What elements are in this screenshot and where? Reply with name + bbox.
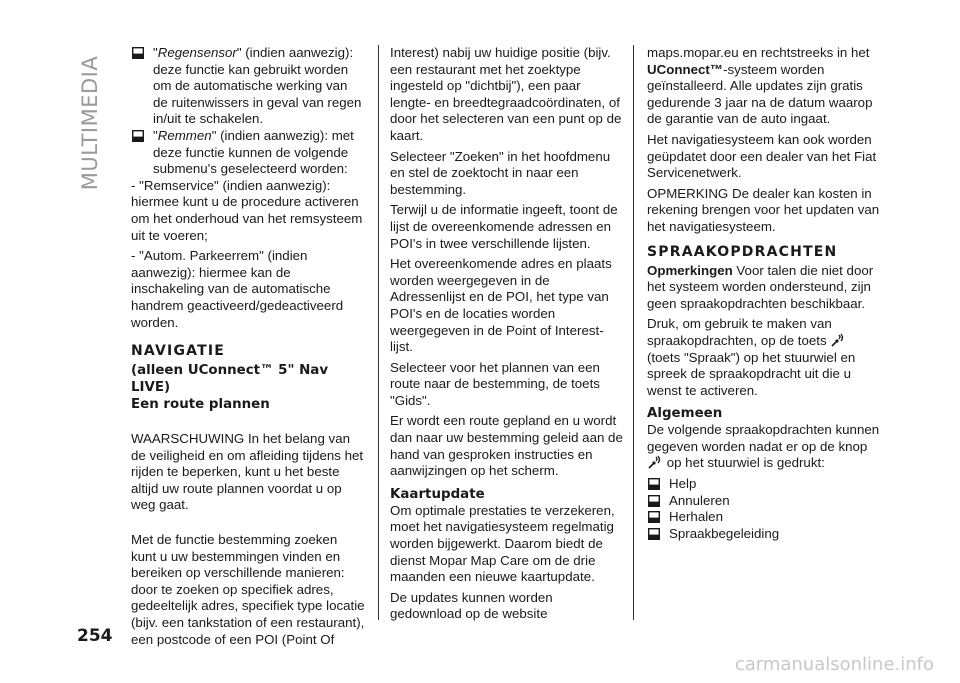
paragraph: [647, 45, 881, 128]
term-regensensor: Regensensor: [157, 45, 237, 60]
bullet-box-icon: [648, 511, 660, 523]
warning-paragraph: WAARSCHUWING In het belang van de veiligheid en om afleiding tijdens het rijden te beperken, kunt u het beste altijd uw route plannen voordat u op weg gaat.: [131, 431, 364, 513]
paragraph: Selecteer "Zoeken" in het hoofdmenu en stel de zoektocht in naar een bestemming.: [390, 148, 611, 197]
kaartupdate-heading: Kaartupdate: [390, 486, 485, 502]
paragraph: [647, 422, 881, 472]
command-item: [647, 509, 881, 526]
command-label: Annuleren: [669, 492, 730, 508]
column-2: [390, 45, 624, 627]
note-paragraph: [647, 263, 881, 313]
search-paragraph: Met de functie bestemming zoeken kunt u uw bestemmingen vinden en bereiken op verschillende manieren: door te zoeken op specifiek adres, gedeeltelijk adres, specifiek type locatie (bijv. een tankstation of een restaurant), een postcode of een POI (Point Of: [131, 532, 365, 647]
paragraph: De updates kunnen worden gedownload op de website: [390, 589, 553, 622]
navigatie-heading: NAVIGATIE: [131, 343, 226, 360]
quote-mark: ": [153, 45, 158, 60]
command-item: [647, 493, 881, 510]
regensensor-text: " (indien aanwezig): deze functie kan gebruikt worden om de automatische werking van de ruitenwissers in geval van regen in/uit te schakelen.: [153, 45, 362, 127]
bullet-box-icon: [132, 130, 144, 142]
route-plannen-heading: Een route plannen: [131, 397, 270, 413]
bullet-box-icon: [648, 495, 660, 507]
command-label: Spraakbegeleiding: [669, 525, 780, 541]
term-remmen: Remmen: [157, 127, 212, 143]
quote-mark: ": [153, 127, 158, 143]
text-span: op het stuurwiel is gedrukt:: [663, 455, 825, 471]
text-span: (toets "Spraak") op het stuurwiel en spreek de spraakopdracht uit die u wenst te activeren.: [647, 349, 856, 398]
paragraph: Het navigatiesysteem kan ook worden geüpdatet door een dealer van het Fiat Servicenetwerk.: [647, 131, 877, 181]
paragraph: [647, 316, 881, 399]
text-span: De volgende spraakopdrachten kunnen gegeven worden nadat er op de knop: [647, 422, 880, 454]
column-3: [647, 45, 881, 542]
paragraph: Om optimale prestaties te verzekeren, moet het navigatiesysteem regelmatig worden bijgewerkt. Daarom biedt de dienst Mopar Map Care om de drie maanden een nieuwe kaartupdate.: [390, 502, 615, 585]
section-title: MULTIMEDIA: [78, 55, 102, 191]
paragraph: Selecteer voor het plannen van een route naar de bestemming, de toets "Gids".: [390, 359, 600, 408]
text-span: Voor talen die niet door het systeem worden ondersteund, zijn geen spraakopdrachten beschikbaar.: [647, 262, 874, 311]
command-item: [647, 526, 881, 543]
bullet-box-icon: [132, 47, 144, 59]
bullet-box-icon: [648, 478, 660, 490]
column-divider: [633, 45, 634, 620]
brand-uconnect: UConnect™: [647, 61, 724, 77]
text-span: Druk, om gebruik te maken van spraakopdrachten, op de toets: [647, 316, 832, 348]
autom-parkeerrem-item: - "Autom. Parkeerrem" (indien aanwezig): hiermee kan de inschakeling van de automatische handrem geactiveerd/gedeactiveerd worden.: [131, 248, 344, 330]
remmen-text: " (indien aanwezig): met deze functie kunnen de volgende submenu's geselecteerd worden:: [153, 127, 354, 177]
bullet-remmen: [131, 128, 365, 178]
paragraph: Het overeenkomende adres en plaats worden weergegeven in de Adressenlijst en de POI, het type van POI's en de locaties worden weergegeven in de Point of Interest-lijst.: [390, 256, 612, 355]
algemeen-heading: Algemeen: [647, 406, 723, 422]
command-label: Herhalen: [669, 509, 723, 525]
command-label: Help: [669, 476, 697, 492]
page-number: 254: [77, 626, 113, 646]
voice-command-icon: [647, 455, 663, 469]
voice-command-icon: [830, 333, 846, 347]
section-side-label: [77, 55, 103, 191]
text-span: -systeem worden geïnstalleerd. Alle updates zijn gratis gedurende 3 jaar na de datum waarop de garantie van de auto ingaat.: [647, 61, 873, 127]
column-1: [131, 45, 365, 652]
remservice-item: - "Remservice" (indien aanwezig): hiermee kunt u de procedure activeren om het onderhoud van het remsysteem uit te voeren;: [131, 177, 363, 243]
note-label: Opmerkingen: [647, 262, 733, 278]
text-span: maps.mopar.eu en rechtstreeks in het: [647, 45, 870, 60]
paragraph: Terwijl u de informatie ingeeft, toont de lijst de overeenkomende adressen en POI's in twee verschillende lijsten.: [390, 202, 618, 251]
paragraph: Interest) nabij uw huidige positie (bijv. een restaurant met het zoektype ingesteld op "dichtbij"), een paar lengte- en breedtegraadcoördinaten, of door het selecteren van een punt op de kaart.: [390, 45, 622, 143]
paragraph: Er wordt een route gepland en u wordt dan naar uw bestemming geleid aan de hand van gesproken instructies en aanwijzingen op het scherm.: [390, 413, 623, 479]
spraakopdrachten-heading: SPRAAKOPDRACHTEN: [647, 243, 838, 260]
column-divider: [378, 45, 379, 620]
bullet-box-icon: [648, 528, 660, 540]
bullet-regensensor: [131, 45, 365, 128]
command-item: [647, 476, 881, 493]
watermark: carmanualsonline.info: [734, 654, 934, 675]
navigatie-subheading: (alleen UConnect™ 5" Nav LIVE): [131, 363, 329, 396]
paragraph: OPMERKING De dealer kan kosten in rekening brengen voor het updaten van het navigatiesysteem.: [647, 185, 880, 234]
